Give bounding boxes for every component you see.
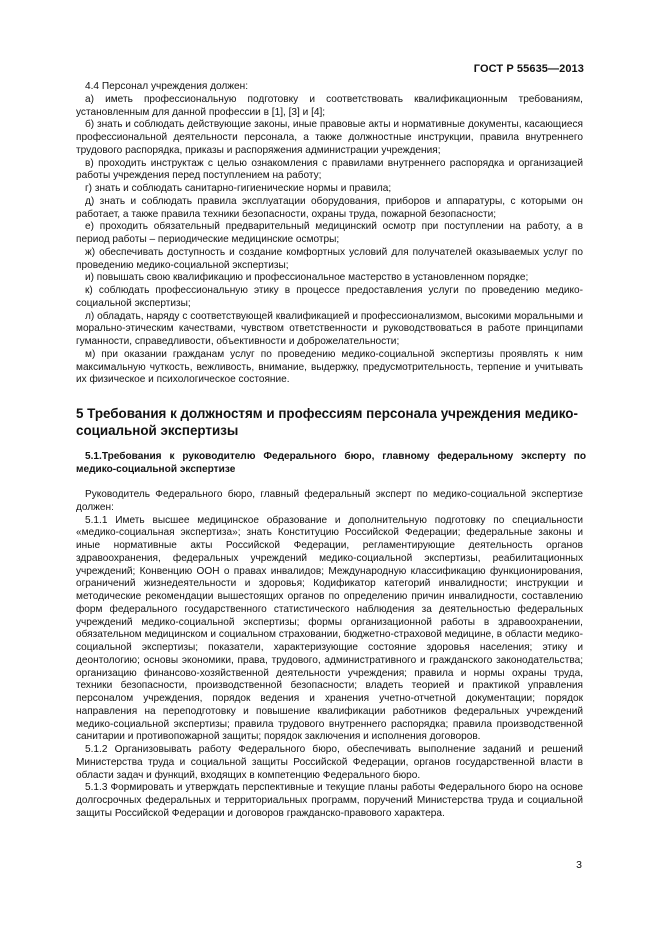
list-item: б) знать и соблюдать действующие законы, иные правовые акты и нормативные документы, касающиеся профессиональной деятельности персонала, а также должностные инструкции, правила внутреннего трудового распорядка, приказы и распоряжения администрации учреждения; <box>76 119 583 156</box>
list-item: к) соблюдать профессиональную этику в процессе предоставления услуги по проведению медико-социальной экспертизы; <box>76 285 583 309</box>
list-item: и) повышать свою квалификацию и профессиональное мастерство в установленном порядке; <box>85 272 529 284</box>
list-item: м) при оказании гражданам услуг по проведению медико-социальной экспертизы проявлять к ним максимальную чуткость, вежливость, внимание, выдержку, предусмотрительность, терпение и учитывать их физическое и психологическое состояние. <box>76 348 583 386</box>
paragraph: 4.4 Персонал учреждения должен: <box>85 81 249 92</box>
section-4-4-text <box>76 81 583 387</box>
list-item: е) проходить обязательный предварительный медицинский осмотр при поступлении на работу, а в период работы – периодические медицинские осмотры; <box>76 221 583 245</box>
page-number: 3 <box>576 859 582 871</box>
paragraph: Руководитель Федерального бюро, главный федеральный эксперт по медико-социальной экспертизе должен: <box>76 489 583 513</box>
list-item: д) знать и соблюдать правила эксплуатации оборудования, приборов и аппаратуры, с которыми он работает, а также правила техники безопасности, охраны труда, пожарной безопасности; <box>76 195 583 220</box>
paragraph: 5.1.3 Формировать и утверждать перспективные и текущие планы работы Федерального бюро на основе долгосрочных федеральных и территориальных программ, поручений Министерства труда и социальной защиты Российской Федерации и договоров гражданско-правового характера. <box>76 782 583 819</box>
list-item: ж) обеспечивать доступность и создание комфортных условий для получателей оказываемых услуг по проведению медико-социальной экспертизы; <box>76 246 583 271</box>
paragraph: 5.1.1 Иметь высшее медицинское образование и дополнительную подготовку по специальности «медико-социальная экспертиза»; знать Конституцию Российской Федерации; федеральные законы и иные нормативные акты Российской Федерации, регламентирующие деятельность органов здравоохранения, федеральных учреждений медико-социальной экспертизы, реабилитационных учреждений; Конвенцию ООН о правах инвалидов; Международную классификацию функционирования, ограничений жизнедеятельности и здоровья; Кодификатор категорий инвалидности; инструкции и методические рекомендации вышестоящих органов по определению причин инвалидности, составлению форм федерального государственного статистического наблюдения за деятельностью федеральных учреждений медико-социальной экспертизы; формы организационной работы в здравоохранении, обязательном медицинском и социальном страховании, бюджетно-страховой медицине, в области медико-социальной экспертизы; показатели, характеризующие состояние здоровья населения; этику и деонтологию; основы экономики, права, трудового, административного и гражданского законодательства; организацию финансово-хозяйственной деятельности учреждения; правила и нормы охраны труда, техники безопасности, производственной безопасности; владеть теорией и практикой управления персоналом учреждения, порядок ведения и хранения учетно-отчетной документации; порядок направления на переподготовку и повышение квалификации работников федеральных учреждений медико-социальной экспертизы; правила трудового внутреннего распорядка; правила производственной санитарии и противопожарной защиты; порядок заключения и исполнения договоров. <box>76 514 583 743</box>
paragraph: 5.1.2 Организовывать работу Федерального бюро, обеспечивать выполнение заданий и решений Министерства труда и социальной защиты Российской Федерации, органов государственной власти в области задач и функций, входящих в компетенцию Федерального бюро. <box>76 744 583 781</box>
subheading-text: 5.1.Требования к руководителю Федерального бюро, главному федеральному эксперту по медико-социальной экспертизе <box>76 451 586 475</box>
list-item: г) знать и соблюдать санитарно-гигиенические нормы и правила; <box>85 183 392 194</box>
section-5-1-heading <box>76 450 586 476</box>
section-5-1-text <box>76 489 583 821</box>
list-item: в) проходить инструктаж с целью ознакомления с правилами внутреннего распорядка и организацией работы учреждения перед поступлением на работу; <box>76 157 583 182</box>
document-code: ГОСТ Р 55635—2013 <box>473 63 584 75</box>
section-5-heading: 5 Требования к должностям и профессиям персонала учреждения медико-социальной экспертизы <box>76 406 578 438</box>
list-item: а) иметь профессиональную подготовку и соответствовать квалификационным требованиям, установленным для данной профессии в [1], [3] и [4]; <box>76 93 583 118</box>
list-item: л) обладать, наряду с соответствующей квалификацией и профессионализмом, высокими моральными и морально-этическим качествами, чувством ответственности и руководствоваться в работе принципами гуманности, справедливости, объективности и доброжелательности; <box>76 310 583 347</box>
